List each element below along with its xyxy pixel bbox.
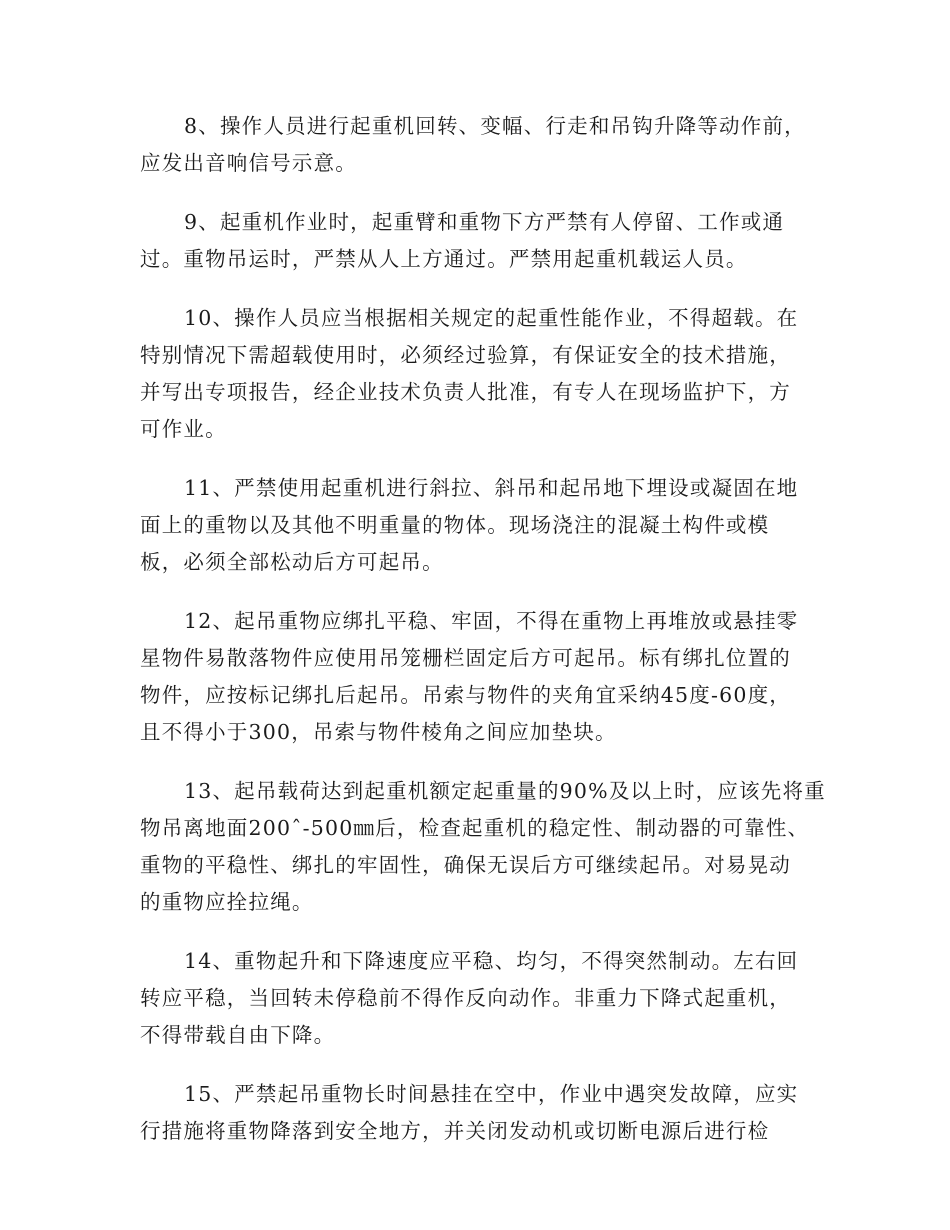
text-line: 并写出专项报告，经企业技术负责人批准，有专人在现场监护下，方 <box>140 380 791 404</box>
paragraph <box>140 108 812 182</box>
text-line: 特别情况下需超载使用时，必须经过验算，有保证安全的技术措施， <box>140 343 791 367</box>
text-line: 15、严禁起吊重物长时间悬挂在空中，作业中遇突发故障，应实 <box>184 1082 799 1106</box>
text-line: 行措施将重物降落到安全地方，并关闭发动机或切断电源后进行检 <box>140 1119 770 1143</box>
text-line: 可作业。 <box>140 417 227 441</box>
text-line: 12、起吊重物应绑扎平稳、牢固，不得在重物上再堆放或悬挂零 <box>184 609 799 633</box>
text-line: 不得带载自由下降。 <box>140 1023 336 1047</box>
text-line: 过。重物吊运时，严禁从人上方通过。严禁用起重机载运人员。 <box>140 247 748 271</box>
text-line: 9、起重机作业时，起重臂和重物下方严禁有人停留、工作或通 <box>184 210 785 234</box>
paragraph <box>140 1076 812 1150</box>
text-line: 11、严禁使用起重机进行斜拉、斜吊和起吊地下埋设或凝固在地 <box>184 476 799 500</box>
text-line: 面上的重物以及其他不明重量的物体。现场浇注的混凝土构件或模 <box>140 513 770 537</box>
text-line: 10、操作人员应当根据相关规定的起重性能作业，不得超载。在 <box>184 306 799 330</box>
paragraph <box>140 943 812 1054</box>
text-line: 星物件易散落物件应使用吊笼栅栏固定后方可起吊。标有绑扎位置的 <box>140 646 791 670</box>
text-line: 13、起吊载荷达到起重机额定起重量的90%及以上时，应该先将重 <box>184 779 826 803</box>
text-line: 物吊离地面200ˆ-500㎜后，检查起重机的稳定性、制动器的可靠性、 <box>140 816 810 840</box>
text-line: 板，必须全部松动后方可起吊。 <box>140 550 444 574</box>
document-body <box>140 108 826 1172</box>
text-line: 的重物应拴拉绳。 <box>140 890 314 914</box>
text-line: 8、操作人员进行起重机回转、变幅、行走和吊钩升降等动作前， <box>184 114 806 138</box>
paragraph <box>140 773 826 921</box>
paragraph <box>140 470 812 581</box>
text-line: 物件，应按标记绑扎后起吊。吊索与物件的夹角宜采纳45度-60度， <box>140 683 791 707</box>
text-line: 转应平稳，当回转未停稳前不得作反向动作。非重力下降式起重机， <box>140 986 791 1010</box>
paragraph <box>140 204 812 278</box>
text-line: 应发出音响信号示意。 <box>140 151 357 175</box>
text-line: 重物的平稳性、绑扎的牢固性，确保无误后方可继续起吊。对易晃动 <box>140 853 791 877</box>
text-line: 14、重物起升和下降速度应平稳、均匀，不得突然制动。左右回 <box>184 949 799 973</box>
paragraph <box>140 300 812 448</box>
text-line: 且不得小于300，吊索与物件棱角之间应加垫块。 <box>140 720 617 744</box>
paragraph <box>140 603 812 751</box>
